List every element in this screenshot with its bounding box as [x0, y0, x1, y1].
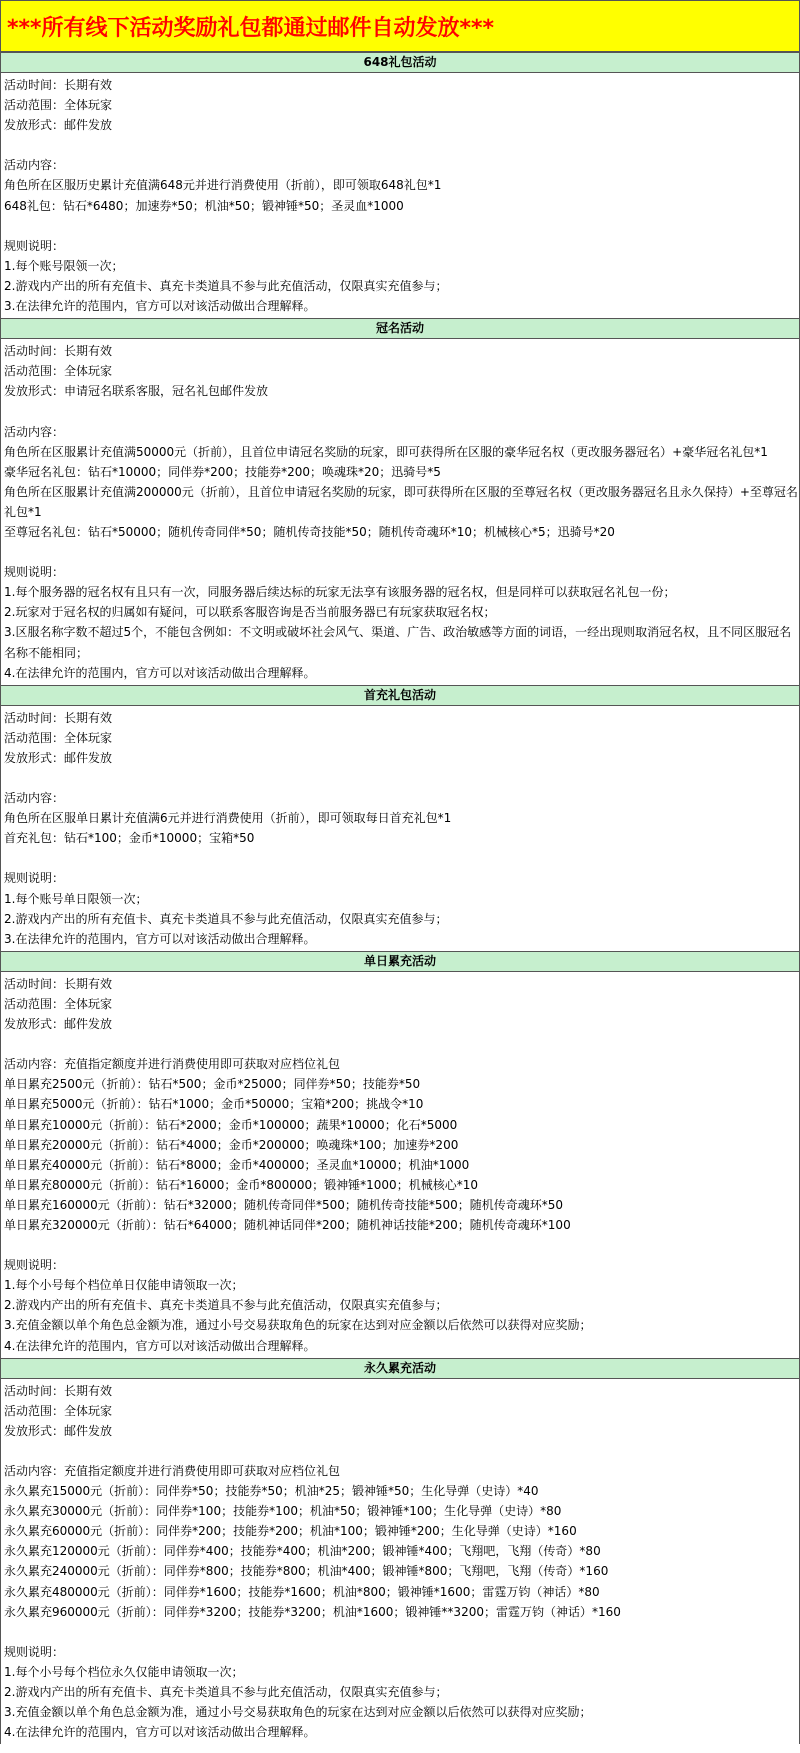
section-line: 648礼包：钻石*6480；加速券*50；机油*50；锻神锤*50；圣灵血*1000: [4, 198, 404, 213]
section-line: 单日累充160000元（折前）：钻石*32000；随机传奇同伴*500；随机传奇技能*500；随机传奇魂环*50: [4, 1197, 564, 1212]
section-line: 单日累充40000元（折前）：钻石*8000；金币*400000；圣灵血*10000；机油*1000: [4, 1157, 470, 1172]
section-line: 角色所在区服累计充值满50000元（折前），且首位申请冠名奖励的玩家，即可获得所在区服的豪华冠名权（更改服务器冠名）+豪华冠名礼包*1: [4, 444, 768, 459]
section-body: [1, 1379, 799, 1745]
section-line: 活动范围：全体玩家: [4, 1403, 113, 1418]
section-line: 3.充值金额以单个角色总金额为准，通过小号交易获取角色的玩家在达到对应金额以后依然可以获得对应奖励；: [4, 1318, 592, 1333]
section-line: 活动内容：充值指定额度并进行消费使用即可获取对应档位礼包: [4, 1057, 341, 1072]
section-line: 活动时间：长期有效: [4, 710, 113, 725]
section-line: 1.每个服务器的冠名权有且只有一次，同服务器后续达标的玩家无法享有该服务器的冠名权，但是同样可以获取冠名礼包一份；: [4, 585, 676, 600]
section-line: 发放形式：邮件发放: [4, 750, 113, 765]
banner-header: [0, 0, 800, 52]
section-title: 单日累充活动: [1, 951, 799, 972]
section-line: 活动范围：全体玩家: [4, 996, 113, 1011]
section-line: 活动时间：长期有效: [4, 78, 113, 92]
section-line: 单日累充320000元（折前）：钻石*64000；随机神话同伴*200；随机神话技能*200；随机传奇魂环*100: [4, 1217, 571, 1232]
section-line: 角色所在区服历史累计充值满648元并进行消费使用（折前），即可领取648礼包*1: [4, 178, 442, 193]
section-line: 4.在法律允许的范围内，官方可以对该活动做出合理解释。: [4, 1338, 316, 1353]
section-line: 3.区服名称字数不超过5个，不能包含例如：不文明或破坏社会风气、渠道、广告、政治敏感等方面的词语，一经出现则取消冠名权，且不同区服冠名名称不能相同；: [4, 625, 792, 660]
section-line: 规则说明：: [4, 1644, 65, 1659]
activity-section: [0, 1358, 800, 1745]
section-line: 2.游戏内产出的所有充值卡、真充卡类道具不参与此充值活动，仅限真实充值参与；: [4, 1685, 448, 1700]
section-line: 2.游戏内产出的所有充值卡、真充卡类道具不参与此充值活动，仅限真实充值参与；: [4, 1298, 448, 1313]
activity-section: [0, 318, 800, 685]
section-line: 1.每个小号每个档位永久仅能申请领取一次；: [4, 1664, 244, 1679]
section-line: 发放形式：邮件发放: [4, 118, 113, 133]
section-title: 永久累充活动: [1, 1358, 799, 1379]
section-line: 活动内容：: [4, 158, 65, 173]
section-line: 角色所在区服累计充值满200000元（折前），且首位申请冠名奖励的玩家，即可获得所在区服的至尊冠名权（更改服务器冠名且永久保持）+至尊冠名礼包*1: [4, 484, 798, 519]
section-line: 规则说明：: [4, 871, 65, 886]
section-line: [4, 1441, 799, 1461]
section-line: 发放形式：邮件发放: [4, 1423, 113, 1438]
section-line: 单日累充5000元（折前）：钻石*1000；金币*50000；宝箱*200；挑战令*10: [4, 1097, 424, 1112]
activity-section: [0, 685, 800, 951]
section-line: 角色所在区服单日累计充值满6元并进行消费使用（折前），即可领取每日首充礼包*1: [4, 811, 452, 826]
section-line: 活动范围：全体玩家: [4, 730, 113, 745]
sections-container: [0, 52, 800, 1744]
section-body: [1, 972, 799, 1358]
section-line: [4, 1622, 799, 1642]
section-title: 冠名活动: [1, 318, 799, 339]
section-line: 发放形式：申请冠名联系客服，冠名礼包邮件发放: [4, 384, 269, 399]
section-line: 活动时间：长期有效: [4, 344, 113, 359]
section-line: 永久累充30000元（折前）：同伴券*100；技能券*100；机油*50；锻神锤*100；生化导弹（史诗）*80: [4, 1504, 562, 1519]
section-line: 1.每个账号限领一次；: [4, 258, 124, 273]
section-line: 4.在法律允许的范围内，官方可以对该活动做出合理解释。: [4, 1725, 316, 1740]
section-line: 3.充值金额以单个角色总金额为准，通过小号交易获取角色的玩家在达到对应金额以后依然可以获得对应奖励；: [4, 1705, 592, 1720]
section-line: [4, 768, 799, 788]
section-line: 首充礼包：钻石*100；金币*10000；宝箱*50: [4, 831, 255, 846]
section-line: 至尊冠名礼包：钻石*50000；随机传奇同伴*50；随机传奇技能*50；随机传奇魂环*10；机械核心*5；迅骑号*20: [4, 524, 615, 539]
section-line: 活动内容：: [4, 424, 65, 439]
section-line: [4, 848, 799, 868]
section-line: 单日累充20000元（折前）：钻石*4000；金币*200000；唤魂珠*100；加速券*200: [4, 1137, 459, 1152]
section-line: 活动内容：充值指定额度并进行消费使用即可获取对应档位礼包: [4, 1464, 341, 1478]
section-line: 永久累充60000元（折前）：同伴券*200；技能券*200；机油*100；锻神锤*200；生化导弹（史诗）*160: [4, 1524, 577, 1539]
section-line: 单日累充80000元（折前）：钻石*16000；金币*800000；锻神锤*1000；机械核心*10: [4, 1177, 478, 1192]
section-line: 3.在法律允许的范围内，官方可以对该活动做出合理解释。: [4, 299, 316, 314]
section-line: [4, 401, 799, 421]
section-line: 活动范围：全体玩家: [4, 364, 113, 379]
section-line: 4.在法律允许的范围内，官方可以对该活动做出合理解释。: [4, 665, 316, 680]
section-line: 活动范围：全体玩家: [4, 98, 113, 113]
section-line: 1.每个账号单日限领一次；: [4, 891, 148, 906]
section-line: 活动内容：: [4, 791, 65, 806]
section-line: 规则说明：: [4, 1258, 65, 1273]
section-line: [4, 135, 799, 155]
section-title: 首充礼包活动: [1, 685, 799, 706]
section-line: 单日累充2500元（折前）：钻石*500；金币*25000；同伴券*50；技能券*50: [4, 1077, 421, 1092]
section-line: 2.游戏内产出的所有充值卡、真充卡类道具不参与此充值活动，仅限真实充值参与；: [4, 278, 448, 293]
banner-title: ***所有线下活动奖励礼包都通过邮件自动发放***: [7, 15, 495, 41]
section-line: 2.玩家对于冠名权的归属如有疑问，可以联系客服咨询是否当前服务器已有玩家获取冠名权；: [4, 605, 496, 620]
activity-section: [0, 52, 800, 318]
section-line: 永久累充480000元（折前）：同伴券*1600；技能券*1600；机油*800；锻神锤*1600；雷霆万钧（神话）*80: [4, 1584, 600, 1599]
section-line: [4, 1235, 799, 1255]
section-line: 3.在法律允许的范围内，官方可以对该活动做出合理解释。: [4, 931, 316, 946]
section-line: 1.每个小号每个档位单日仅能申请领取一次；: [4, 1278, 244, 1293]
section-line: 2.游戏内产出的所有充值卡、真充卡类道具不参与此充值活动，仅限真实充值参与；: [4, 911, 448, 926]
section-body: [1, 339, 799, 685]
section-line: 永久累充240000元（折前）：同伴券*800；技能券*800；机油*400；锻神锤*800；飞翔吧，飞翔（传奇）*160: [4, 1564, 609, 1579]
section-line: 发放形式：邮件发放: [4, 1017, 113, 1032]
section-line: 永久累充15000元（折前）：同伴券*50；技能券*50；机油*25；锻神锤*50；生化导弹（史诗）*40: [4, 1484, 539, 1499]
section-line: [4, 1034, 799, 1054]
section-line: [4, 542, 799, 562]
section-line: 活动时间：长期有效: [4, 1383, 113, 1398]
section-body: [1, 73, 799, 318]
section-line: [4, 216, 799, 236]
section-line: 规则说明：: [4, 238, 65, 253]
section-line: 永久累充960000元（折前）：同伴券*3200；技能券*3200；机油*1600；锻神锤**3200；雷霆万钧（神话）*160: [4, 1604, 621, 1619]
activity-section: [0, 951, 800, 1358]
section-body: [1, 706, 799, 951]
section-line: 规则说明：: [4, 565, 65, 580]
section-line: 单日累充10000元（折前）：钻石*2000；金币*100000；蔬果*10000；化石*5000: [4, 1117, 458, 1132]
section-line: 活动时间：长期有效: [4, 976, 113, 991]
section-line: 永久累充120000元（折前）：同伴券*400；技能券*400；机油*200；锻神锤*400；飞翔吧，飞翔（传奇）*80: [4, 1544, 601, 1559]
section-title: 648礼包活动: [1, 52, 799, 73]
section-line: 豪华冠名礼包：钻石*10000；同伴券*200；技能券*200；唤魂珠*20；迅骑号*5: [4, 464, 441, 479]
